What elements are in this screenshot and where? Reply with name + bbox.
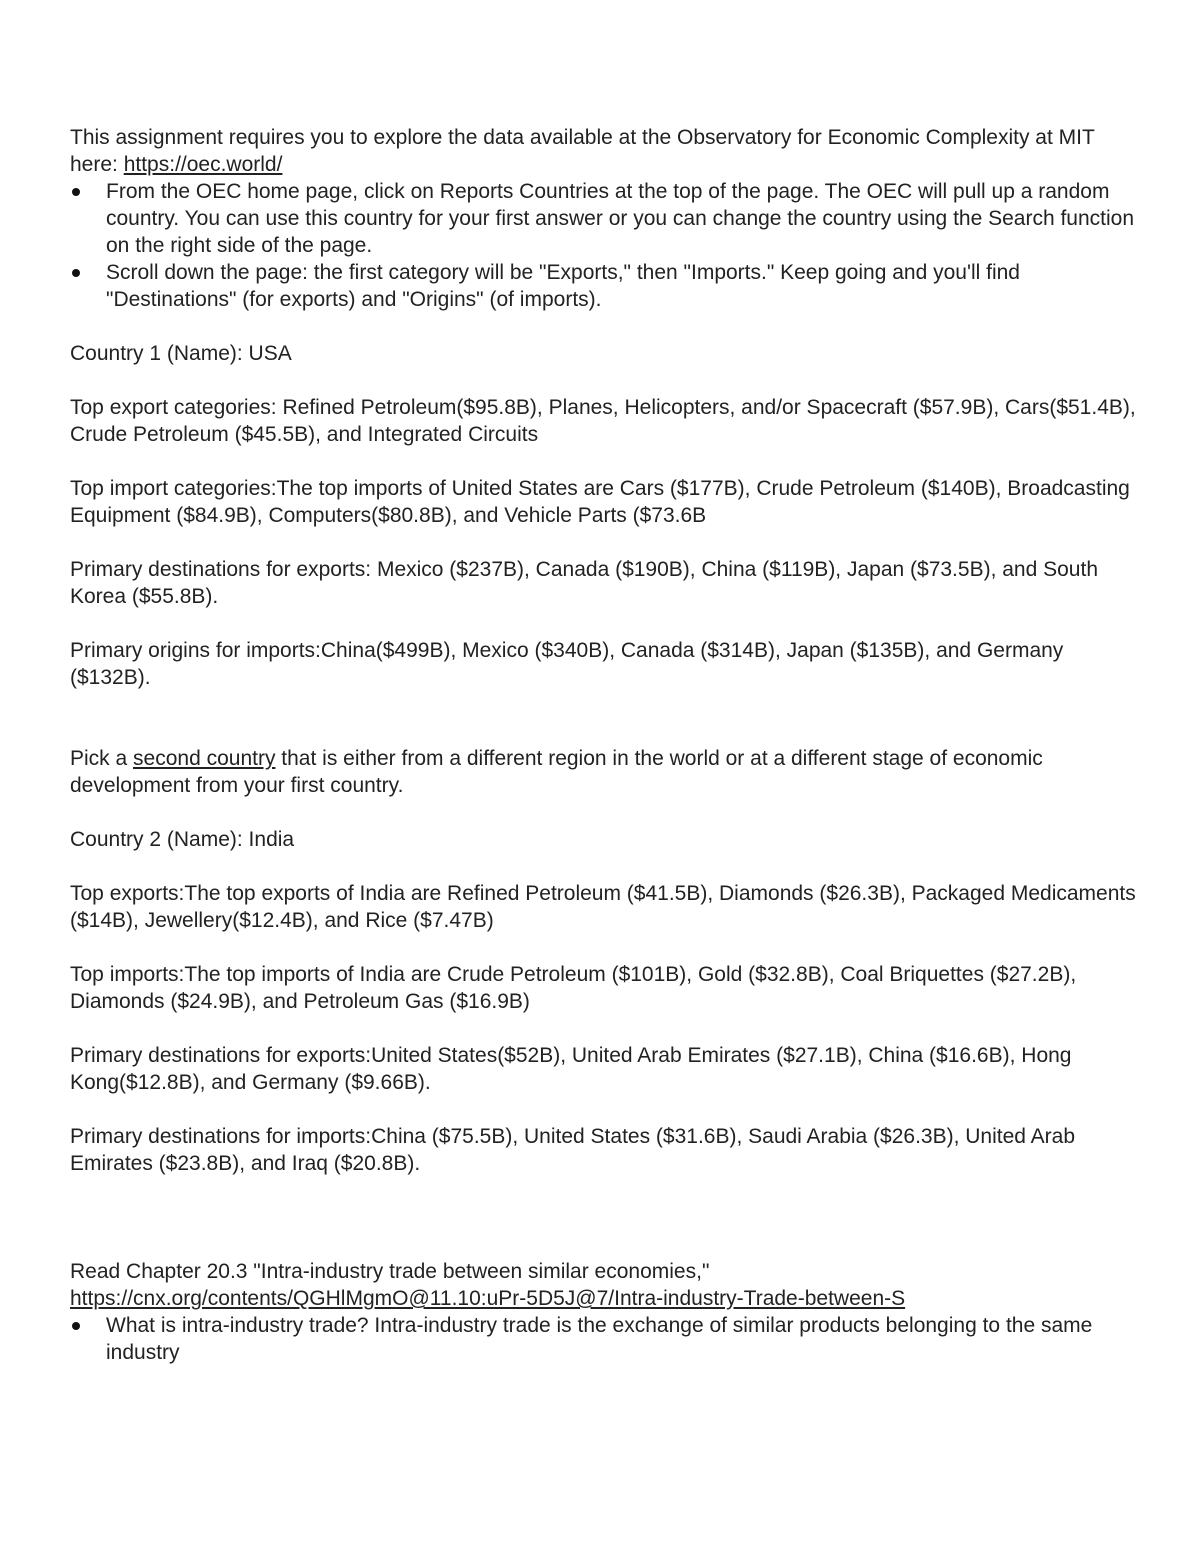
country2-name: Country 2 (Name): India (70, 828, 295, 851)
country2-destinations: Primary destinations for exports:United States($52B), United Arab Emirates ($27.1B), China ($16.6B), Hong Kong($12.8B), and Germany ($9.66B). (70, 1044, 1072, 1094)
bullet-icon (72, 1322, 80, 1330)
reading-link[interactable]: https://cnx.org/contents/QGHlMgmO@11.10:uPr-5D5J@7/Intra-industry-Trade-between-S (70, 1287, 906, 1310)
question-text: What is intra-industry trade? Intra-industry trade is the exchange of similar products belonging to the same industry (106, 1314, 1093, 1364)
bullet-icon (72, 188, 80, 196)
instruction-item (70, 259, 1140, 313)
country1-exports: Top export categories: Refined Petroleum($95.8B), Planes, Helicopters, and/or Spacecraft ($57.9B), Cars($51.4B), Crude Petroleum ($45.5B), and Integrated Circuits (70, 396, 1136, 446)
document-page (70, 124, 1140, 1366)
pick-second-country (70, 745, 1140, 799)
pick-text-after: that is either from a different region in the world or at a different stage of economic development from your first country. (70, 747, 1043, 797)
country1-origins: Primary origins for imports:China($499B), Mexico ($340B), Canada ($314B), Japan ($135B), and Germany ($132B). (70, 639, 1064, 689)
instruction-text: Scroll down the page: the first category will be "Exports," then "Imports." Keep going and you'll find "Destinations" (for exports) and "Origins" (of imports). (106, 261, 1020, 311)
questions-list (70, 1312, 1140, 1366)
country1-destinations: Primary destinations for exports: Mexico ($237B), Canada ($190B), China ($119B), Japan ($73.5B), and South Korea ($55.8B). (70, 558, 1098, 608)
country2-origins: Primary destinations for imports:China ($75.5B), United States ($31.6B), Saudi Arabia ($26.3B), United Arab Emirates ($23.8B), and Iraq ($20.8B). (70, 1125, 1076, 1175)
oec-link[interactable]: https://oec.world/ (123, 153, 283, 176)
pick-text-underlined: second country (133, 747, 276, 770)
question-item (70, 1312, 1140, 1366)
bullet-icon (72, 269, 80, 277)
reading-assignment: Read Chapter 20.3 "Intra-industry trade between similar economies," (70, 1260, 710, 1283)
country1-imports: Top import categories:The top imports of United States are Cars ($177B), Crude Petroleum ($140B), Broadcasting Equipment ($84.9B), Computers($80.8B), and Vehicle Parts ($73.6B (70, 477, 1130, 527)
pick-text-before: Pick a (70, 747, 134, 770)
country2-imports: Top imports:The top imports of India are Crude Petroleum ($101B), Gold ($32.8B), Coal Briquettes ($27.2B), Diamonds ($24.9B), and Petroleum Gas ($16.9B) (70, 963, 1077, 1013)
country2-exports: Top exports:The top exports of India are Refined Petroleum ($41.5B), Diamonds ($26.3B), Packaged Medicaments ($14B), Jewellery($12.4B), and Rice ($7.47B) (70, 882, 1136, 932)
instruction-text: From the OEC home page, click on Reports Countries at the top of the page. The OEC will pull up a random country. You can use this country for your first answer or you can change the country using the Search function on the right side of the page. (106, 180, 1135, 257)
instruction-item (70, 178, 1140, 259)
instructions-list (70, 178, 1140, 313)
intro-text: This assignment requires you to explore the data available at the Observatory for Economic Complexity at MIT here: (70, 126, 1095, 176)
country1-name: Country 1 (Name): USA (70, 342, 292, 365)
intro-paragraph (70, 124, 1140, 178)
